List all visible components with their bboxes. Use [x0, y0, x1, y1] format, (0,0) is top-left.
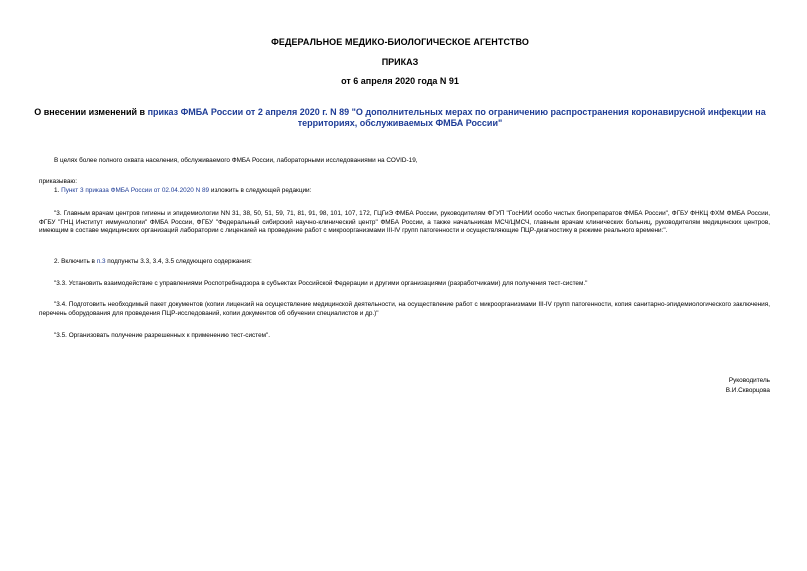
item-2-start: 2. Включить в: [54, 258, 97, 265]
order-title: [30, 107, 770, 129]
title-link[interactable]: приказ ФМБА России от 2 апреля 2020 г. N 89 "О дополнительных мерах по ограничению распространения коронавирусной инфекции на территориях, обслуживаемых ФМБА России": [147, 107, 766, 128]
item-1-link[interactable]: Пункт 3 приказа ФМБА России от 02.04.2020 N 89: [61, 187, 210, 194]
agency-name: ФЕДЕРАЛЬНОЕ МЕДИКО-БИОЛОГИЧЕСКОЕ АГЕНТСТВО: [271, 37, 529, 47]
item-2-text: подпункты 3.3, 3.4, 3.5 следующего содержания:: [105, 258, 252, 265]
quote-point-3-3: "3.3. Установить взаимодействие с управлениями Роспотребнадзора в субъектах Российской Федерации и другими организациями (разработчиками) для получения тест-систем.": [54, 280, 588, 287]
order-word: приказываю:: [39, 178, 77, 185]
signature-name: В.И.Скворцова: [725, 387, 770, 394]
signature-role: Руководитель: [728, 377, 770, 384]
item-1-text: изложить в следующей редакции:: [209, 187, 312, 194]
item-1-number: 1.: [54, 187, 62, 194]
document-type: ПРИКАЗ: [381, 57, 419, 67]
item-2-link[interactable]: п.3: [96, 258, 106, 265]
intro-paragraph: В целях более полного охвата населения, обслуживаемого ФМБА России, лабораторными исследованиями на COVID-19,: [54, 157, 418, 164]
item-1: [54, 187, 770, 196]
quote-point-3-5: "3.5. Организовать получение разрешенных к применению тест-систем".: [54, 332, 271, 339]
order-date-number: от 6 апреля 2020 года N 91: [341, 76, 459, 86]
item-2: [54, 258, 770, 267]
quote-point-3: "3. Главным врачам центров гигиены и эпидемиологии NN 31, 38, 50, 51, 59, 71, 81, 91, 98, 101, 107, 172, ГЦГиЭ ФМБА России, руководителям ФГУП "ГосНИИ особо чистых биопрепаратов ФМБА России", ФГБУ ФНКЦ ФХМ ФМБА России, ФГБУ "ГНЦ Институт иммунологии" ФМБА России, ФГБУ "Федеральный сибирский научно-клинический центр" ФМБА России, а также начальникам МСЧ/ЦМСЧ, главным врачам клинических больниц, руководителям медицинских центров, имеющим в составе медицинских организаций лаборатории с лицензией на проведение работ с микроорганизмами III-IV групп патогенности и осуществляющие ПЦР-диагностику в режиме реального времени:".: [39, 210, 770, 235]
title-prefix: О внесении изменений в: [34, 107, 148, 117]
quote-point-3-4: "3.4. Подготовить необходимый пакет документов (копии лицензий на осуществление медицинской деятельности, на осуществление работ с микроорганизмами III-IV групп патогенности, копия санитарно-эпидемиологического заключения, перечень оборудования для проведения ПЦР-исследований, копии документов об обучении специалистов и др.)": [39, 301, 770, 317]
